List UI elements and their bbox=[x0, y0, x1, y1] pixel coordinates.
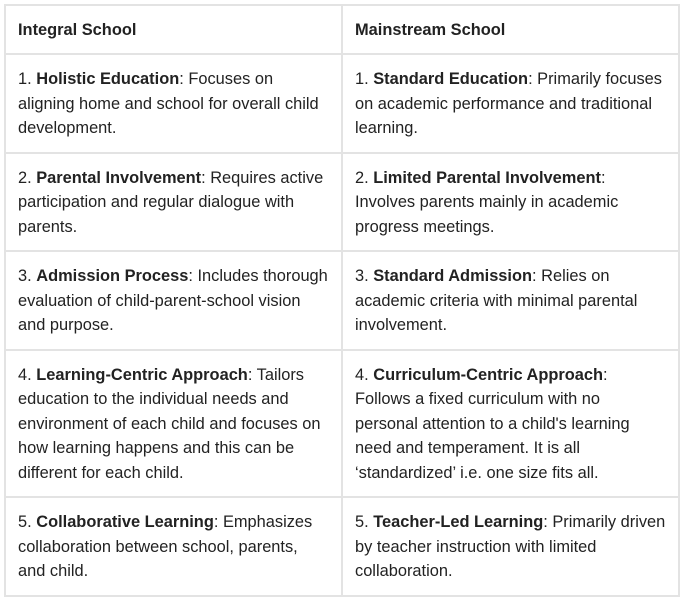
item-description: : Follows a fixed curriculum with no personal attention to a child's learning need and temperament. It is all ‘standardized’ i.e. one size fits all. bbox=[355, 365, 630, 482]
header-integral-school: Integral School bbox=[5, 5, 342, 54]
comparison-table bbox=[4, 4, 680, 597]
item-number: 3. bbox=[18, 267, 37, 285]
mainstream-cell bbox=[342, 350, 679, 498]
item-number: 2. bbox=[18, 168, 37, 187]
item-description: : Requires active participation and regular dialogue with parents. bbox=[18, 168, 324, 236]
item-term: Standard Admission bbox=[373, 267, 533, 285]
integral-cell bbox=[5, 350, 342, 498]
header-mainstream-school: Mainstream School bbox=[342, 5, 679, 54]
item-number: 1. bbox=[18, 70, 37, 88]
item-term: Curriculum-Centric Approach bbox=[373, 365, 604, 384]
item-description: : Primarily driven by teacher instruction with limited collaboration. bbox=[355, 513, 666, 580]
item-description: : Emphasizes collaboration between school, parents, and child. bbox=[18, 513, 313, 580]
item-term: Limited Parental Involvement bbox=[373, 168, 601, 187]
item-description: : Involves parents mainly in academic progress meetings. bbox=[355, 168, 619, 236]
item-term: Standard Education bbox=[373, 70, 529, 88]
item-number: 1. bbox=[355, 70, 374, 88]
integral-cell bbox=[5, 153, 342, 252]
item-term: Holistic Education bbox=[36, 70, 180, 88]
mainstream-cell bbox=[342, 153, 679, 252]
item-term: Collaborative Learning bbox=[36, 513, 214, 531]
item-number: 5. bbox=[18, 513, 37, 531]
mainstream-cell bbox=[342, 251, 679, 350]
table-row bbox=[5, 251, 679, 350]
item-description: : Tailors education to the individual needs and environment of each child and focuses on how learning happens and this can be different for each child. bbox=[18, 365, 321, 482]
item-number: 2. bbox=[355, 168, 374, 187]
item-term: Parental Involvement bbox=[36, 168, 202, 187]
integral-cell bbox=[5, 497, 342, 596]
integral-cell bbox=[5, 251, 342, 350]
table-row bbox=[5, 153, 679, 252]
item-term: Learning-Centric Approach bbox=[36, 365, 248, 384]
item-term: Admission Process bbox=[36, 267, 189, 285]
table-row bbox=[5, 54, 679, 153]
mainstream-cell bbox=[342, 54, 679, 153]
item-number: 4. bbox=[355, 365, 374, 384]
item-description: : Includes thorough evaluation of child-parent-school vision and purpose. bbox=[18, 267, 328, 334]
item-number: 4. bbox=[18, 365, 37, 384]
item-description: : Primarily focuses on academic performance and traditional learning. bbox=[355, 70, 662, 137]
table-row bbox=[5, 497, 679, 596]
item-term: Teacher-Led Learning bbox=[373, 513, 544, 531]
mainstream-cell bbox=[342, 497, 679, 596]
item-number: 3. bbox=[355, 267, 374, 285]
item-number: 5. bbox=[355, 513, 374, 531]
table-row bbox=[5, 350, 679, 498]
item-description: : Relies on academic criteria with minimal parental involvement. bbox=[355, 267, 638, 334]
integral-cell bbox=[5, 54, 342, 153]
item-description: : Focuses on aligning home and school for overall child development. bbox=[18, 70, 319, 137]
header-row bbox=[5, 5, 679, 54]
